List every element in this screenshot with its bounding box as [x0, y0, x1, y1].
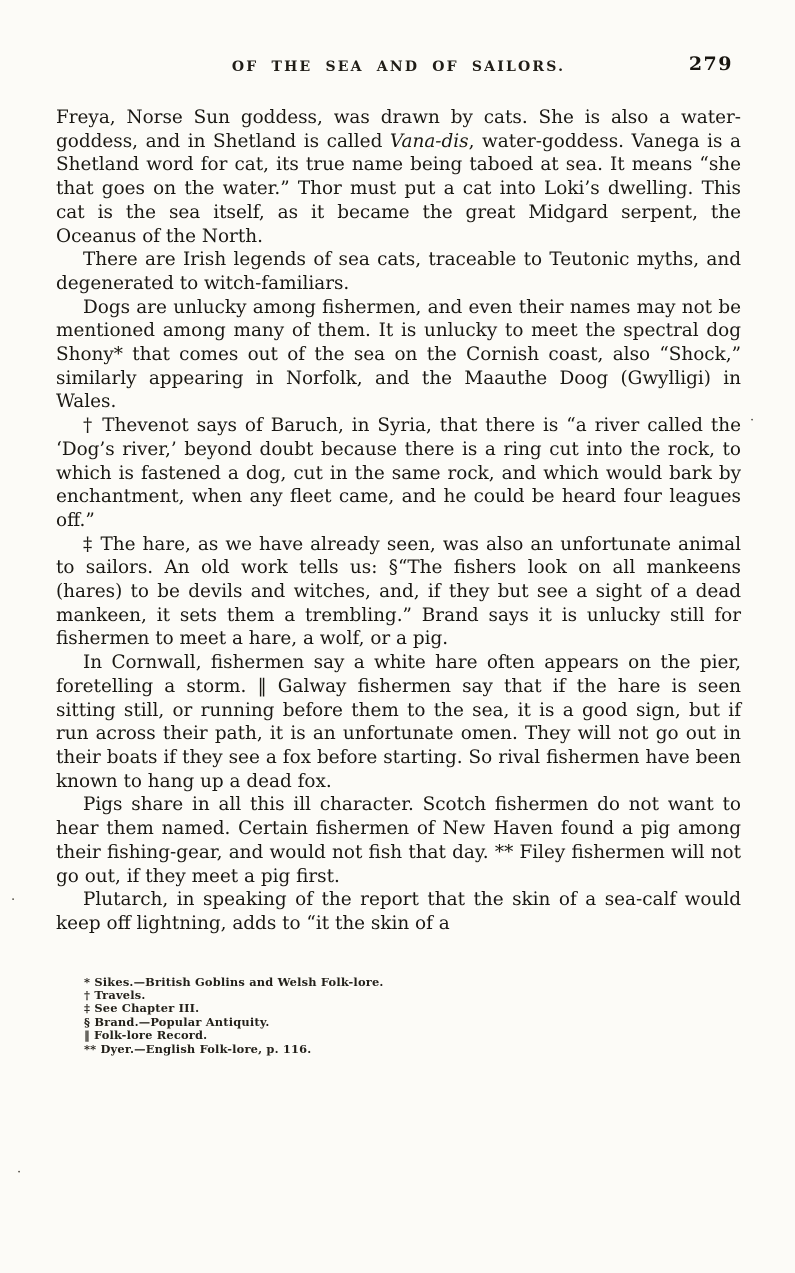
- paragraph-5: ‡ The hare, as we have already seen, was also an unfortunate animal to sailors. An old work tells us: §“The fishers look on all mankeens (hares) to be devils and witches, and, if they but see a sight of a dead mankeen, it sets them a trembling.” Brand says it is unlucky still for fishermen to meet a hare, a wolf, or a pig.: [56, 533, 741, 650]
- scan-speck: ·: [750, 413, 755, 428]
- italic-term-vana-dis: Vana-dis: [389, 130, 469, 152]
- paragraph-4: † Thevenot says of Baruch, in Syria, that there is “a river called the ‘Dog’s river,’ beyond doubt because there is a ring cut into the rock, to which is fastened a dog, cut in the same rock, and which would bark by enchantment, when any fleet came, and he could be heard four leagues off.”: [56, 415, 741, 531]
- running-title: OF THE SEA AND OF SAILORS.: [231, 59, 566, 75]
- paragraph-6: In Cornwall, fishermen say a white hare often appears on the pier, foretelling a storm. ‖ Galway fishermen say that if the hare is seen sitting still, or running before them to the sea, it is a good sign, but if run across their path, it is an unfortunate omen. They will not go out in their boats if they see a fox before starting. So rival fishermen have been known to hang up a dead fox.: [56, 652, 741, 792]
- footnote-4: § Brand.—Popular Antiquity.: [84, 1014, 270, 1029]
- footnote-5: ‖ Folk-lore Record.: [84, 1028, 208, 1043]
- footnotes: [84, 976, 741, 1056]
- footnote-1: * Sikes.—British Goblins and Welsh Folk-lore.: [84, 974, 384, 989]
- running-head: [56, 54, 741, 80]
- footnote-6: ** Dyer.—English Folk-lore, p. 116.: [84, 1041, 312, 1056]
- paragraph-7: Pigs share in all this ill character. Scotch fishermen do not want to hear them named. Certain fishermen of New Haven found a pig among their fishing-gear, and would not fish that day. ** Filey fishermen will not go out, if they meet a pig first.: [56, 794, 741, 887]
- footnote-3: ‡ See Chapter III.: [84, 1001, 200, 1016]
- paragraph-2: There are Irish legends of sea cats, traceable to Teutonic myths, and degenerated to witch-familiars.: [56, 249, 741, 294]
- paragraph-1: [56, 106, 741, 248]
- page-number: 279: [688, 53, 733, 75]
- scan-speck: ·: [17, 1165, 22, 1180]
- footnote-2: † Travels.: [84, 988, 146, 1003]
- paragraph-1-text-pre: Freya, Norse Sun goddess, was drawn by cats. She is also a water-goddess, and in Shetland is called: [56, 107, 741, 152]
- body-text: [56, 106, 741, 936]
- paragraph-3: Dogs are unlucky among fishermen, and even their names may not be mentioned among many of them. It is unlucky to meet the spectral dog Shony* that comes out of the sea on the Cornish coast, also “Shock,” similarly appearing in Norfolk, and the Maauthe Doog (Gwylligi) in Wales.: [56, 296, 741, 413]
- paragraph-8: Plutarch, in speaking of the report that the skin of a sea-calf would keep off lightning, adds to “it the skin of a: [56, 889, 741, 934]
- scan-speck: .: [11, 889, 16, 904]
- paragraph-1-text-post: , water-goddess. Vanega is a Shetland word for cat, its true name being taboed at sea. It means “she that goes on the water.” Thor must put a cat into Loki’s dwelling. This cat is the sea itself, as it became the great Midgard serpent, the Oceanus of the North.: [56, 130, 742, 247]
